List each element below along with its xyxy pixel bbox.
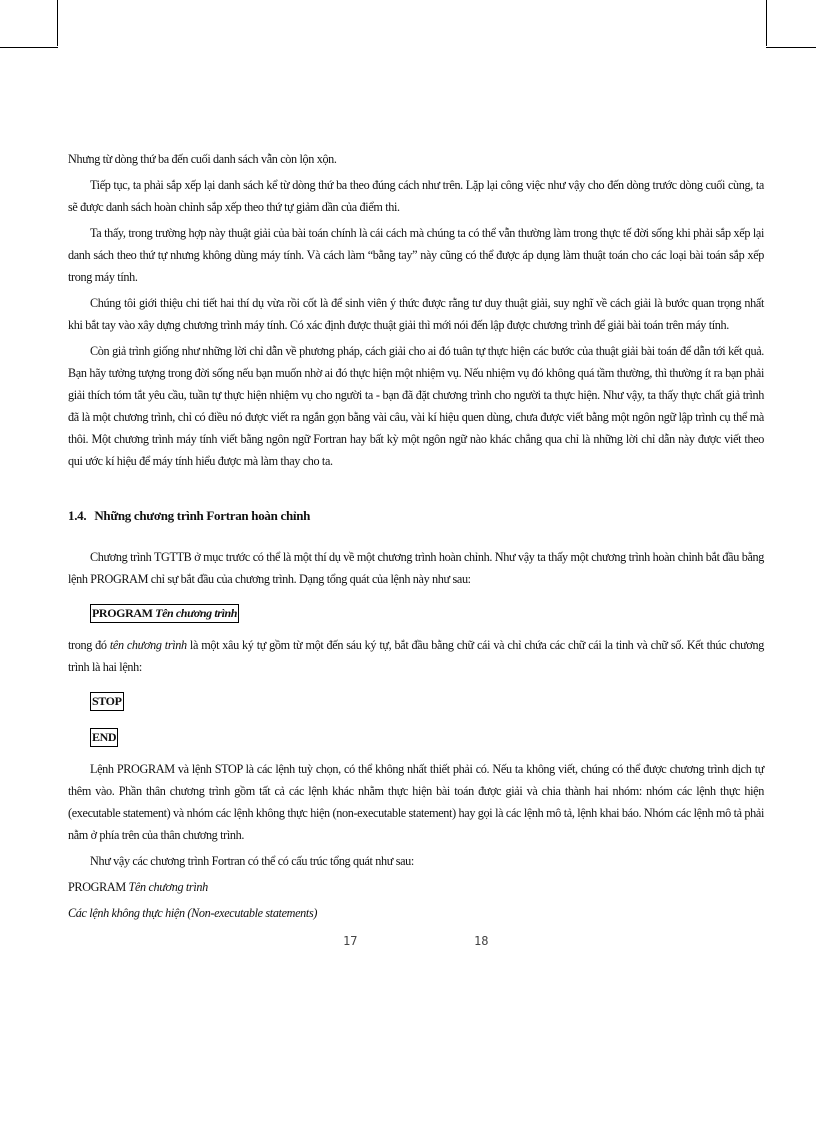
code-box-stop: STOP <box>90 692 124 711</box>
program-name: Tên chương trình <box>155 606 238 620</box>
code-end-row <box>90 726 764 748</box>
page-number-left: 17 <box>343 934 358 948</box>
explanation-prefix: trong đó <box>68 638 110 652</box>
structure-nonexec-line: Các lệnh không thực hiện (Non-executable statements) <box>68 906 318 920</box>
code-box-end: END <box>90 728 118 747</box>
program-keyword: PROGRAM <box>92 606 153 620</box>
paragraph-0: Nhưng từ dòng thứ ba đến cuối danh sách vẫn còn lộn xộn. <box>68 152 337 166</box>
crop-mark-top-right-v <box>766 0 767 46</box>
paragraph-2: Ta thấy, trong trường hợp này thuật giải của bài toán chính là cái cách mà chúng ta có thể vẫn thường làm trong thực tế đời sống khi phải sắp xếp lại danh sách theo thứ tự nhưng không dùng máy tính. Và cách làm “bằng tay” này cũng có thể được áp dụng làm thuật toán cho các loại bài toán sắp xếp trong máy tính. <box>68 226 764 284</box>
code-program-row <box>90 602 764 624</box>
code-stop-row <box>90 690 764 712</box>
paragraph-1: Tiếp tục, ta phải sắp xếp lại danh sách kể từ dòng thứ ba theo đúng cách như trên. Lặp lại công việc như vậy cho đến dòng trước dòng cuối cùng, ta sẽ được danh sách hoàn chỉnh sắp xếp theo thứ tự giảm dần của điểm thi. <box>68 178 764 214</box>
paragraph-after-0: Lệnh PROGRAM và lệnh STOP là các lệnh tuỳ chọn, có thể không nhất thiết phải có. Nếu ta không viết, chúng có thể được chương trình dịch tự thêm vào. Phần thân chương trình gồm tất cả các lệnh khác nhằm thực hiện bài toán được giải và chia thành hai nhóm: nhóm các lệnh thực hiện (executable statement) và nhóm các lệnh không thực hiện (non-executable statement) hay gọi là các lệnh mô tả, lệnh khai báo. Nhóm các lệnh mô tả phải nằm ở phía trên của thân chương trình. <box>68 762 764 842</box>
crop-mark-top-left-v <box>57 0 58 46</box>
paragraph-after-1: Như vậy các chương trình Fortran có thể có cấu trúc tổng quát như sau: <box>90 854 414 868</box>
explanation-suffix: là một xâu ký tự gồm từ một đến sáu ký tự, bắt đầu bằng chữ cái và chỉ chứa các chữ cái la tinh và chữ số. Kết thúc chương trình là hai lệnh: <box>68 638 764 674</box>
crop-mark-top-left-h <box>0 47 58 48</box>
section-heading <box>68 506 764 526</box>
document-page <box>68 148 764 928</box>
section-number: 1.4. <box>68 508 87 523</box>
paragraph-4: Còn giả trình giống như những lời chỉ dẫn về phương pháp, cách giải cho ai đó tuân tự thực hiện các bước của thuật giải bài toán để dẫn tới kết quả. Bạn hãy tưởng tượng trong đời sống nếu bạn muốn nhờ ai đó thực hiện một nhiệm vụ. Nếu nhiệm vụ đó không quá tầm thường, thì thường ít ra bạn phải giải thích tóm tắt yêu cầu, tuần tự thực hiện nhiệm vụ cho người ta - bạn đã đặt chương trình cho người ta thực hiện. Như vậy, ta thấy thực chất giả trình đã là một chương trình, chỉ có điều nó được viết ra ngắn gọn bằng vài câu, vài kí hiệu quen dùng, chưa được viết bằng một ngôn ngữ lập trình cụ thể mà thôi. Một chương trình máy tính viết bằng ngôn ngữ Fortran hay bất kỳ một ngôn ngữ nào khác chẳng qua chỉ là những lời chỉ dẫn này được viết theo qui ước kí hiệu để máy tính hiểu được mà làm thay cho ta. <box>68 344 764 468</box>
structure-program-name: Tên chương trình <box>128 880 208 894</box>
section-title: Những chương trình Fortran hoàn chỉnh <box>94 508 311 523</box>
structure-program-keyword: PROGRAM <box>68 880 126 894</box>
explanation-term: tên chương trình <box>109 638 187 652</box>
crop-mark-top-right-h <box>766 47 816 48</box>
paragraph-3: Chúng tôi giới thiệu chi tiết hai thí dụ vừa rồi cốt là để sinh viên ý thức được rằng tư duy thuật giải, suy nghĩ về cách giải là bước quan trọng nhất khi bắt tay vào xây dựng chương trình máy tính. Có xác định được thuật giải thì mới nói đến lập được chương trình để giải bài toán trên máy tính. <box>68 296 764 332</box>
code-box-program <box>90 604 239 623</box>
intro-paragraph: Chương trình TGTTB ở mục trước có thể là một thí dụ về một chương trình hoàn chỉnh. Như vậy ta thấy một chương trình hoàn chỉnh bắt đầu bằng lệnh PROGRAM chỉ sự bắt đầu của chương trình. Dạng tổng quát của lệnh này như sau: <box>68 550 764 586</box>
page-number-right: 18 <box>474 934 489 948</box>
program-explanation <box>68 634 764 678</box>
structure-program-line <box>68 876 764 898</box>
page-numbers <box>0 934 816 954</box>
